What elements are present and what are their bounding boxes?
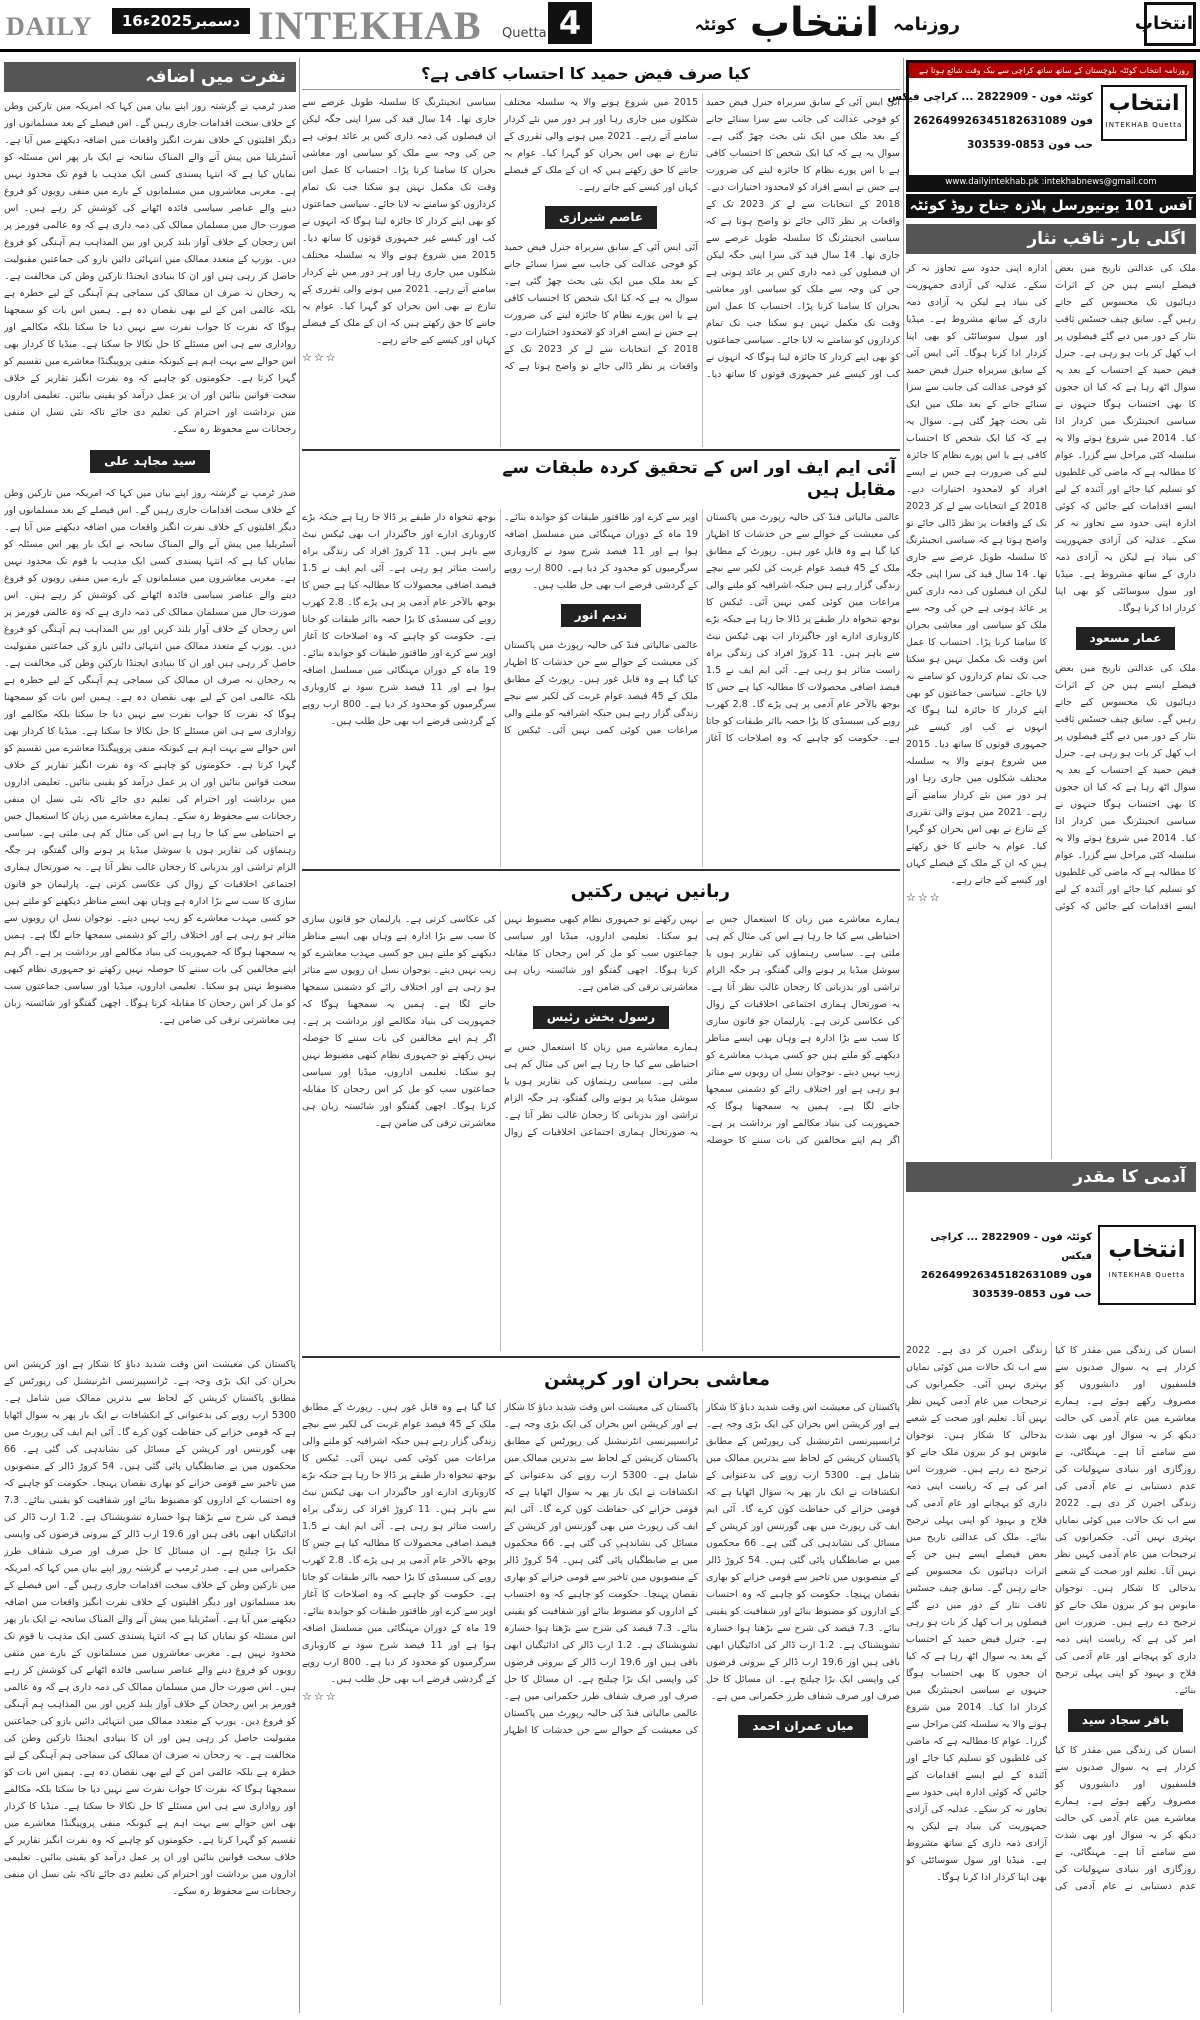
secondary-contact-info bbox=[906, 1228, 1092, 1304]
article-text-continued-2: آئی ایس آئی کے سابق سربراہ جنرل فیض حمید کو فوجی عدالت کی جانب سے سزا سنائے جانے کے بعد ملک میں ایک نئی بحث چھڑ گئی ہے۔ سوال یہ ہے کہ کیا ایک شخص کا احتساب کافی ہے یا اس پورے نظام کا جائزہ لینے کی ضرورت ہے جس نے ایسے افراد کو لامحدود اختیارات دیے۔ 2018 کے انتخابات سے لے کر 2023 تک کے واقعات پر نظر ڈالی جائے تو واضح ہوتا ہے کہ سیاسی انجینئرنگ کا سلسلہ طویل عرصے سے جاری تھا۔ 14 سال قید کی سزا اپنی جگہ لیکن ان فیصلوں کی ذمہ داری کس پر عائد ہوتی ہے جن کی وجہ سے ملک کو سیاسی اور معاشی بحران کا سامنا کرنا پڑا۔ احتساب کا عمل اس وقت تک مکمل نہیں ہو سکتا جب تک تمام کرداروں کو سامنے نہ لایا جائے۔ سیاسی جماعتوں کو بھی اپنے کردار کا جائزہ لینا ہوگا کہ انہوں نے کب اور کیسے غیر جمہوری قوتوں کا ساتھ دیا۔ 2015 میں شروع ہونے والا یہ سلسلہ مختلف شکلوں میں جاری رہا اور ہر دور میں نئے کردار سامنے آتے رہے۔ 2021 میں ہونے والی تقرری کے تنازع نے بھی اس بحران کو گہرا کیا۔ عوام یہ جاننے کا حق رکھتے ہیں کہ ان کے ملک کے فیصلے کہاں اور کیسے کیے جاتے رہے۔ bbox=[906, 348, 1047, 887]
article-body bbox=[4, 98, 296, 1029]
hub-phone-line: حب فون 0853-303539 bbox=[967, 139, 1093, 151]
article-text-continued: پاکستان کی معیشت اس وقت شدید دباؤ کا شکار ہے اور کرپشن اس بحران کی ایک بڑی وجہ ہے۔ ٹرانسپیرنسی انٹرنیشنل کی رپورٹس کے مطابق پاکستان کرپشن کے لحاظ سے بدترین ممالک میں شامل ہے۔ 5300 ارب روپے کی بدعنوانی کے انکشافات نے ایک بار پھر یہ سوال اٹھایا ہے کہ قومی خزانے کی حفاظت کون کرے گا۔ آئی ایم ایف کی رپورٹ میں بھی گورننس اور کرپشن کے مسائل کی نشاندہی کی گئی ہے۔ 66 محکموں میں بے ضابطگیاں پائی گئی ہیں۔ 54 کروڑ ڈالر کے منصوبوں میں تاخیر سے قومی خزانے کو بھاری نقصان پہنچا۔ حکومت کو چاہیے کہ وہ احتساب کے اداروں کو مضبوط بنائے اور شفافیت کو یقینی بنائے۔ 7.3 فیصد کی شرح سے بڑھتا ہوا خسارہ تشویشناک ہے۔ 1.2 ارب ڈالر کی ادائیگیاں ابھی باقی ہیں اور 19.6 ارب ڈالر کے بیرونی قرضوں کی واپسی ایک بڑا چیلنج ہے۔ ان مسائل کا حل صرف اور صرف شفاف طرز حکمرانی میں ہے۔ bbox=[504, 1402, 698, 1703]
article-byline: باقر سجاد سید bbox=[1068, 1709, 1183, 1732]
article-text-continued: صدر ٹرمپ نے گزشتہ روز اپنے بیان میں کہا کہ امریکہ میں تارکین وطن کے خلاف سخت اقدامات جاری رہیں گے۔ اس فیصلے کے بعد مسلمانوں اور دیگر اقلیتوں کے خلاف نفرت انگیز واقعات میں اضافہ دیکھنے میں آیا ہے۔ آسٹریلیا میں پیش آنے والے المناک سانحہ نے ایک بار پھر اس مسئلہ کو نمایاں کیا ہے کہ انتہا پسندی کسی ایک مذہب یا قوم تک محدود نہیں ہے۔ مغربی معاشروں میں مسلمانوں کے بارے میں منفی رویوں کو فروغ دینے والے عناصر سیاسی فائدہ اٹھانے کی کوشش کر رہے ہیں۔ اس صورت حال میں مسلمان ممالک کی ذمہ داری ہے کہ وہ عالمی فورمز پر اس رجحان کے خلاف آواز بلند کریں اور بین المذاہب ہم آہنگی کو فروغ دیں۔ یورپ کے متعدد ممالک میں انتہائی دائیں بازو کی جماعتیں مقبولیت حاصل کر رہی ہیں اور ان کا بنیادی ایجنڈا تارکین وطن کی مخالفت ہے۔ یہ رجحان نہ صرف ان ممالک کی سماجی ہم آہنگی کے لیے خطرہ ہے بلکہ عالمی امن کے لیے بھی نقصان دہ ہے۔ ہمیں اس بات کو سمجھنا ہوگا کہ نفرت کا جواب نفرت سے نہیں دیا جا سکتا بلکہ مکالمے اور رواداری سے ہی اس مسئلے کا حل نکالا جا سکتا ہے۔ میڈیا کا کردار بھی اس حوالے سے بہت اہم ہے کیونکہ منفی پروپیگنڈا معاشرے میں تقسیم کو گہرا کرتا ہے۔ حکومتوں کو چاہیے کہ وہ نفرت انگیز تقاریر کے خلاف سخت قوانین بنائیں اور ان پر عمل درآمد کو یقینی بنائیں۔ تعلیمی اداروں میں برداشت اور احترام کی تعلیم دی جائے تاکہ نئی نسل ان منفی رجحانات سے محفوظ رہ سکے۔ bbox=[4, 488, 296, 823]
article-byline: عمار مسعود bbox=[1076, 627, 1176, 650]
masthead-daily-label: DAILY bbox=[6, 12, 93, 41]
article-text: پاکستان کی معیشت اس وقت شدید دباؤ کا شکار ہے اور کرپشن اس بحران کی ایک بڑی وجہ ہے۔ ٹرانسپیرنسی انٹرنیشنل کی رپورٹس کے مطابق پاکستان کرپشن کے لحاظ سے بدترین ممالک میں شامل ہے۔ 5300 ارب روپے کی بدعنوانی کے انکشافات نے ایک بار پھر یہ سوال اٹھایا ہے کہ قومی خزانے کی حفاظت کون کرے گا۔ آئی ایم ایف کی رپورٹ میں بھی گورننس اور کرپشن کے مسائل کی نشاندہی کی گئی ہے۔ 66 محکموں میں بے ضابطگیاں پائی گئی ہیں۔ 54 کروڑ ڈالر کے منصوبوں میں تاخیر سے قومی خزانے کو بھاری نقصان پہنچا۔ حکومت کو چاہیے کہ وہ احتساب کے اداروں کو مضبوط بنائے اور شفافیت کو یقینی بنائے۔ 7.3 فیصد کی شرح سے بڑھتا ہوا خسارہ تشویشناک ہے۔ 1.2 ارب ڈالر کی ادائیگیاں ابھی باقی ہیں اور 19.6 ارب ڈالر کے بیرونی قرضوں کی واپسی ایک بڑا چیلنج ہے۔ ان مسائل کا حل صرف اور صرف شفاف طرز حکمرانی میں ہے۔ bbox=[4, 1359, 296, 1574]
article-title: آئی ایم ایف اور اس کے تحقیق کردہ طبقات سے مقابل ہیں bbox=[502, 458, 896, 501]
article-body bbox=[302, 911, 900, 1351]
article-text: آئی ایس آئی کے سابق سربراہ جنرل فیض حمید کو فوجی عدالت کی جانب سے سزا سنائے جانے کے بعد ملک میں ایک نئی بحث چھڑ گئی ہے۔ سوال یہ ہے کہ کیا ایک شخص کا احتساب کافی ہے یا اس پورے نظام کا جائزہ لینے کی ضرورت ہے جس نے ایسے افراد کو لامحدود اختیارات دیے۔ 2018 کے انتخابات سے لے کر 2023 تک کے واقعات پر نظر ڈالی جائے تو واضح ہوتا ہے کہ سیاسی انجینئرنگ کا سلسلہ طویل عرصے سے جاری تھا۔ 14 سال قید کی سزا اپنی جگہ لیکن ان فیصلوں کی ذمہ داری کس پر عائد ہوتی ہے جن کی وجہ سے ملک کو سیاسی اور معاشی بحران کا سامنا کرنا پڑا۔ احتساب کا عمل اس وقت تک مکمل نہیں ہو سکتا جب تک تمام کرداروں کو سامنے نہ لایا جائے۔ سیاسی جماعتوں کو بھی اپنے کردار کا جائزہ لینا ہوگا کہ انہوں نے کب اور کیسے غیر جمہوری قوتوں کا ساتھ دیا۔ 2015 میں شروع ہونے والا یہ سلسلہ مختلف شکلوں میں جاری رہا اور ہر دور میں نئے کردار سامنے آتے رہے۔ 2021 میں ہونے والی تقرری کے تنازع نے بھی اس بحران کو گہرا کیا۔ عوام یہ جاننے کا حق رکھتے ہیں کہ ان کے ملک کے فیصلے کہاں اور کیسے کیے جاتے رہے۔ bbox=[504, 96, 900, 380]
article-text: صدر ٹرمپ نے گزشتہ روز اپنے بیان میں کہا کہ امریکہ میں تارکین وطن کے خلاف سخت اقدامات جاری رہیں گے۔ اس فیصلے کے بعد مسلمانوں اور دیگر اقلیتوں کے خلاف نفرت انگیز واقعات میں اضافہ دیکھنے میں آیا ہے۔ آسٹریلیا میں پیش آنے والے المناک سانحہ نے ایک بار پھر اس مسئلہ کو نمایاں کیا ہے کہ انتہا پسندی کسی ایک مذہب یا قوم تک محدود نہیں ہے۔ مغربی معاشروں میں مسلمانوں کے بارے میں منفی رویوں کو فروغ دینے والے عناصر سیاسی فائدہ اٹھانے کی کوشش کر رہے ہیں۔ اس صورت حال میں مسلمان ممالک کی ذمہ داری ہے کہ وہ عالمی فورمز پر اس رجحان کے خلاف آواز بلند کریں اور بین المذاہب ہم آہنگی کو فروغ دیں۔ یورپ کے متعدد ممالک میں انتہائی دائیں بازو کی جماعتیں مقبولیت حاصل کر رہی ہیں اور ان کا بنیادی ایجنڈا تارکین وطن کی مخالفت ہے۔ یہ رجحان نہ صرف ان ممالک کی سماجی ہم آہنگی کے لیے خطرہ ہے بلکہ عالمی امن کے لیے بھی نقصان دہ ہے۔ ہمیں اس بات کو سمجھنا ہوگا کہ نفرت کا جواب نفرت سے نہیں دیا جا سکتا بلکہ مکالمے اور رواداری سے ہی اس مسئلے کا حل نکالا جا سکتا ہے۔ میڈیا کا کردار بھی اس حوالے سے بہت اہم ہے کیونکہ منفی پروپیگنڈا معاشرے میں تقسیم کو گہرا کرتا ہے۔ حکومتوں کو چاہیے کہ وہ نفرت انگیز تقاریر کے خلاف سخت قوانین بنائیں اور ان پر عمل درآمد کو یقینی بنائیں۔ تعلیمی اداروں میں برداشت اور احترام کی تعلیم دی جائے تاکہ نئی نسل ان منفی رجحانات سے محفوظ رہ سکے۔ bbox=[4, 101, 296, 436]
roznama-label: روزنامہ bbox=[892, 14, 960, 35]
article-rabbaniyan bbox=[302, 874, 900, 1354]
column-rule bbox=[903, 58, 904, 2013]
article-text: پاکستان کی معیشت اس وقت شدید دباؤ کا شکار ہے اور کرپشن اس بحران کی ایک بڑی وجہ ہے۔ ٹرانسپیرنسی انٹرنیشنل کی رپورٹس کے مطابق پاکستان کرپشن کے لحاظ سے بدترین ممالک میں شامل ہے۔ 5300 ارب روپے کی بدعنوانی کے انکشافات نے ایک بار پھر یہ سوال اٹھایا ہے کہ قومی خزانے کی حفاظت کون کرے گا۔ آئی ایم ایف کی رپورٹ میں بھی گورننس اور کرپشن کے مسائل کی نشاندہی کی گئی ہے۔ 66 محکموں میں بے ضابطگیاں پائی گئی ہیں۔ 54 کروڑ ڈالر کے منصوبوں میں تاخیر سے قومی خزانے کو بھاری نقصان پہنچا۔ حکومت کو چاہیے کہ وہ احتساب کے اداروں کو مضبوط بنائے اور شفافیت کو یقینی بنائے۔ 7.3 فیصد کی شرح سے بڑھتا ہوا خسارہ تشویشناک ہے۔ 1.2 ارب ڈالر کی ادائیگیاں ابھی باقی ہیں اور 19.6 ارب ڈالر کے بیرونی قرضوں کی واپسی ایک بڑا چیلنج ہے۔ ان مسائل کا حل صرف اور صرف شفاف طرز حکمرانی میں ہے۔ bbox=[706, 1402, 900, 1703]
article-title: آدمی کا مقدر bbox=[906, 1162, 1196, 1192]
secondary-hub-line: حب فون 0853-303539 bbox=[972, 1289, 1092, 1300]
article-title: نفرت میں اضافہ bbox=[4, 62, 296, 92]
article-text-continued: ہمارے معاشرے میں زبان کا استعمال جس بے احتیاطی سے کیا جا رہا ہے اس کی مثال کم ہی ملتی ہے۔ سیاسی رہنماؤں کی تقاریر ہوں یا سوشل میڈیا پر ہونے والی گفتگو، ہر جگہ الزام تراشی اور بدزبانی کا رجحان غالب نظر آتا ہے۔ یہ صورتحال ہماری اجتماعی اخلاقیات کے زوال کی عکاسی کرتی ہے۔ پارلیمان جو قانون سازی کا سب سے بڑا ادارہ ہے وہاں بھی ایسے مناظر دیکھنے کو ملتے ہیں جو کسی مہذب معاشرے کو زیب نہیں دیتے۔ نوجوان نسل ان رویوں سے متاثر ہو رہی ہے اور اختلاف رائے کو دشمنی سمجھا جانے لگا ہے۔ ہمیں یہ سمجھنا ہوگا کہ جمہوریت کی بنیاد مکالمے اور برداشت پر ہے۔ اگر ہم اپنے مخالفین کی بات سننے کا حوصلہ نہیں رکھتے تو جمہوری نظام کبھی مضبوط نہیں ہو سکتا۔ تعلیمی اداروں، میڈیا اور سیاسی جماعتوں سب کو مل کر اس رجحان کا مقابلہ کرنا ہوگا۔ اچھی گفتگو اور شائستہ زبان ہی معاشرتی ترقی کی ضامن ہے۔ bbox=[302, 914, 698, 1139]
newspaper-logo: انتخاب bbox=[1144, 2, 1196, 46]
masthead bbox=[0, 0, 1200, 52]
section-rule bbox=[302, 1356, 900, 1358]
article-nafrat bbox=[4, 62, 296, 1350]
end-mark: ☆☆☆ bbox=[302, 350, 338, 364]
secondary-fax-line: فون 2626499263451826310​89 bbox=[921, 1270, 1092, 1281]
article-text-continued: ملک کی عدالتی تاریخ میں بعض فیصلے ایسے ہیں جن کے اثرات دہائیوں تک محسوس کیے جاتے رہیں گے۔ سابق چیف جسٹس ثاقب نثار کے دور میں دیے گئے فیصلوں پر اب کھل کر بات ہو رہی ہے۔ جنرل فیض حمید کے احتساب کے بعد یہ سوال اٹھ رہا ہے کہ کیا ان ججوں کا بھی احتساب ہوگا جنہوں نے سیاسی انجینئرنگ میں کردار ادا کیا۔ 2014 میں شروع ہونے والا یہ سلسلہ کئی مراحل سے گزرا۔ عوام کا مطالبہ ہے کہ ماضی کی غلطیوں کو تسلیم کیا جائے اور آئندہ کے لیے ایسے اقدامات کیے جائیں کہ کوئی ادارہ اپنی حدود سے تجاوز نہ کر سکے۔ عدلیہ کی آزادی جمہوریت کی بنیاد ہے لیکن یہ آزادی ذمہ داری کے ساتھ مشروط ہے۔ میڈیا اور سول سوسائٹی کو بھی اپنا کردار ادا کرنا ہوگا۔ bbox=[906, 263, 1196, 913]
article-faiz-hameed bbox=[302, 62, 900, 447]
secondary-phone-line: کوئٹہ فون - 2822909 ... کراچی فیکس bbox=[930, 1232, 1092, 1262]
article-title: کیا صرف فیض حمید کا احتساب کافی ہے؟ bbox=[302, 62, 900, 90]
section-rule bbox=[302, 449, 900, 451]
article-body bbox=[4, 1356, 296, 1900]
article-economic-crisis bbox=[302, 1362, 900, 2012]
newspaper-name-urdu bbox=[610, 0, 960, 46]
ticker: روزنامہ انتخاب کوئٹہ بلوچستان کے ساتھ ساتھ کراچی سے بیک وقت شائع ہوتا ہے bbox=[909, 63, 1193, 78]
article-byline: سید مجاہد علی bbox=[90, 450, 210, 473]
office-address: آفس 101 یونیورسل پلازہ جناح روڈ کوئٹہ bbox=[906, 194, 1196, 218]
secondary-logo-english: INTEKHAB Quetta bbox=[1108, 1271, 1186, 1279]
article-text: انسان کی زندگی میں مقدر کا کیا کردار ہے یہ سوال صدیوں سے فلسفیوں اور دانشوروں کو مصروف رکھے ہوئے ہے۔ ہمارے معاشرے میں عام آدمی کی حالت دیکھ کر یہ سوال اور بھی شدت سے سامنے آتا ہے۔ مہنگائی، بے روزگاری اور بنیادی سہولیات کی عدم دستیابی نے عام آدمی کی زندگی اجیرن کر دی ہے۔ 2022 سے اب تک حالات میں کوئی نمایاں بہتری نہیں آئی۔ حکمرانوں کی ترجیحات میں عام آدمی کہیں نظر نہیں آتا۔ تعلیم اور صحت کے شعبے بدحالی کا شکار ہیں۔ نوجوان مایوس ہو کر بیرون ملک جانے کو ترجیح دے رہے ہیں۔ ضرورت اس امر کی ہے کہ ریاست اپنی ذمہ داری کو پہچانے اور عام آدمی کی فلاح و بہبود کو اپنی پہلی ترجیح بنائے۔ bbox=[1055, 1345, 1196, 1697]
article-text-continued-2: ملک کی عدالتی تاریخ میں بعض فیصلے ایسے ہیں جن کے اثرات دہائیوں تک محسوس کیے جاتے رہیں گے۔ سابق چیف جسٹس ثاقب نثار کے دور میں دیے گئے فیصلوں پر اب کھل کر بات ہو رہی ہے۔ جنرل فیض حمید کے احتساب کے بعد یہ سوال اٹھ رہا ہے کہ کیا ان ججوں کا بھی احتساب ہوگا جنہوں نے سیاسی انجینئرنگ میں کردار ادا کیا۔ 2014 میں شروع ہونے والا یہ سلسلہ کئی مراحل سے گزرا۔ عوام کا مطالبہ ہے کہ ماضی کی غلطیوں کو تسلیم کیا جائے اور آئندہ کے لیے ایسے اقدامات کیے جائیں کہ کوئی ادارہ اپنی حدود سے تجاوز نہ کر سکے۔ عدلیہ کی آزادی جمہوریت کی بنیاد ہے لیکن یہ آزادی ذمہ داری کے ساتھ مشروط ہے۔ میڈیا اور سول سوسائٹی کو بھی اپنا کردار ادا کرنا ہوگا۔ bbox=[906, 1532, 1047, 1884]
end-mark: ☆☆☆ bbox=[302, 1690, 338, 1704]
phone-line: کوئٹہ فون - 2822909 ... کراچی فیکس bbox=[887, 91, 1093, 103]
article-byline: عاصم شیرازی bbox=[545, 206, 657, 229]
end-mark: ☆☆☆ bbox=[906, 891, 942, 905]
sidebar-logo bbox=[1101, 85, 1187, 141]
column-rule bbox=[299, 58, 300, 2013]
article-body bbox=[302, 1399, 900, 2005]
city-english: Quetta bbox=[502, 26, 547, 41]
article-text-continued-2: عالمی مالیاتی فنڈ کی حالیہ رپورٹ میں پاکستان کی معیشت کے حوالے سے جن خدشات کا اظہار کیا گیا ہے وہ قابل غور ہیں۔ رپورٹ کے مطابق ملک کے 45 فیصد عوام غربت کی لکیر سے نیچے زندگی گزار رہے ہیں جبکہ اشرافیہ کو ملنے والی مراعات میں کوئی کمی نہیں آئی۔ ٹیکس کا بوجھ تنخواہ دار طبقے پر ڈالا جا رہا ہے جبکہ بڑے کاروباری ادارے اور جاگیردار اب بھی ٹیکس نیٹ سے باہر ہیں۔ 11 کروڑ افراد کی زندگی براہ راست متاثر ہو رہی ہے۔ آئی ایم ایف نے 1.5 فیصد اضافی محصولات کا مطالبہ کیا ہے جس کا بوجھ بالآخر عام آدمی پر ہی پڑے گا۔ 2.8 کھرب روپے کی سبسڈی کا بڑا حصہ بااثر طبقات کو جاتا ہے۔ حکومت کو چاہیے کہ وہ اصلاحات کا آغاز اوپر سے کرے اور طاقتور طبقات کو جوابدہ بنائے۔ 19 ماہ کے دوران مہنگائی میں مسلسل اضافہ ہوا ہے اور 11 فیصد شرح سود نے کاروباری سرگرمیوں کو محدود کر دیا ہے۔ 800 ارب روپے کے گردشی قرضے اب بھی حل طلب ہیں۔ bbox=[302, 1402, 698, 1737]
article-agli-baar bbox=[906, 224, 1196, 1159]
article-body bbox=[906, 260, 1196, 1159]
article-text-continued: عالمی مالیاتی فنڈ کی حالیہ رپورٹ میں پاکستان کی معیشت کے حوالے سے جن خدشات کا اظہار کیا گیا ہے وہ قابل غور ہیں۔ رپورٹ کے مطابق ملک کے 45 فیصد عوام غربت کی لکیر سے نیچے زندگی گزار رہے ہیں جبکہ اشرافیہ کو ملنے والی مراعات میں کوئی کمی نہیں آئی۔ ٹیکس کا بوجھ تنخواہ دار طبقے پر ڈالا جا رہا ہے جبکہ بڑے کاروباری ادارے اور جاگیردار اب بھی ٹیکس نیٹ سے باہر ہیں۔ 11 کروڑ افراد کی زندگی براہ راست متاثر ہو رہی ہے۔ آئی ایم ایف نے 1.5 فیصد اضافی محصولات کا مطالبہ کیا ہے جس کا بوجھ بالآخر عام آدمی پر ہی پڑے گا۔ 2.8 کھرب روپے کی سبسڈی کا بڑا حصہ بااثر طبقات کو جاتا ہے۔ حکومت کو چاہیے کہ وہ اصلاحات کا آغاز اوپر سے کرے اور طاقتور طبقات کو جوابدہ بنائے۔ 19 ماہ کے دوران مہنگائی میں مسلسل اضافہ ہوا ہے اور 11 فیصد شرح سود نے کاروباری سرگرمیوں کو محدود کر دیا ہے۔ 800 ارب روپے کے گردشی قرضے اب بھی حل طلب ہیں۔ bbox=[302, 512, 698, 737]
article-byline: میاں عمران احمد bbox=[738, 1715, 867, 1738]
secondary-logo bbox=[1098, 1225, 1196, 1305]
article-text: ہمارے معاشرے میں زبان کا استعمال جس بے احتیاطی سے کیا جا رہا ہے اس کی مثال کم ہی ملتی ہے۔ سیاسی رہنماؤں کی تقاریر ہوں یا سوشل میڈیا پر ہونے والی گفتگو، ہر جگہ الزام تراشی اور بدزبانی کا رجحان غالب نظر آتا ہے۔ یہ صورتحال ہماری اجتماعی اخلاقیات کے زوال کی عکاسی کرتی ہے۔ پارلیمان جو قانون سازی کا سب سے بڑا ادارہ ہے وہاں بھی ایسے مناظر دیکھنے کو ملتے ہیں جو کسی مہذب معاشرے کو زیب نہیں دیتے۔ نوجوان نسل ان رویوں سے متاثر ہو رہی ہے اور اختلاف رائے کو دشمنی سمجھا جانے لگا ہے۔ ہمیں یہ سمجھنا ہوگا کہ جمہوریت کی بنیاد مکالمے اور برداشت پر ہے۔ اگر ہم اپنے مخالفین کی بات سننے کا حوصلہ نہیں رکھتے تو جمہوری نظام کبھی مضبوط نہیں ہو سکتا۔ تعلیمی اداروں، میڈیا اور سیاسی جماعتوں سب کو مل کر اس رجحان کا مقابلہ کرنا ہوگا۔ اچھی گفتگو اور شائستہ زبان ہی معاشرتی ترقی کی ضامن ہے۔ bbox=[504, 914, 900, 1147]
article-title: ربانیں نہیں رکتیں bbox=[570, 881, 730, 902]
publisher-info-box bbox=[887, 60, 1196, 192]
city-urdu: کوئٹہ bbox=[694, 15, 736, 34]
article-text: عالمی مالیاتی فنڈ کی حالیہ رپورٹ میں پاکستان کی معیشت کے حوالے سے جن خدشات کا اظہار کیا گیا ہے وہ قابل غور ہیں۔ رپورٹ کے مطابق ملک کے 45 فیصد عوام غربت کی لکیر سے نیچے زندگی گزار رہے ہیں جبکہ اشرافیہ کو ملنے والی مراعات میں کوئی کمی نہیں آئی۔ ٹیکس کا بوجھ تنخواہ دار طبقے پر ڈالا جا رہا ہے جبکہ بڑے کاروباری ادارے اور جاگیردار اب بھی ٹیکس نیٹ سے باہر ہیں۔ 11 کروڑ افراد کی زندگی براہ راست متاثر ہو رہی ہے۔ آئی ایم ایف نے 1.5 فیصد اضافی محصولات کا مطالبہ کیا ہے جس کا بوجھ بالآخر عام آدمی پر ہی پڑے گا۔ 2.8 کھرب روپے کی سبسڈی کا بڑا حصہ بااثر طبقات کو جاتا ہے۔ حکومت کو چاہیے کہ وہ اصلاحات کا آغاز اوپر سے کرے اور طاقتور طبقات کو جوابدہ بنائے۔ 19 ماہ کے دوران مہنگائی میں مسلسل اضافہ ہوا ہے اور 11 فیصد شرح سود نے کاروباری سرگرمیوں کو محدود کر دیا ہے۔ 800 ارب روپے کے گردشی قرضے اب بھی حل طلب ہیں۔ bbox=[504, 512, 900, 745]
article-text: ملک کی عدالتی تاریخ میں بعض فیصلے ایسے ہیں جن کے اثرات دہائیوں تک محسوس کیے جاتے رہیں گے۔ سابق چیف جسٹس ثاقب نثار کے دور میں دیے گئے فیصلوں پر اب کھل کر بات ہو رہی ہے۔ جنرل فیض حمید کے احتساب کے بعد یہ سوال اٹھ رہا ہے کہ کیا ان ججوں کا بھی احتساب ہوگا جنہوں نے سیاسی انجینئرنگ میں کردار ادا کیا۔ 2014 میں شروع ہونے والا یہ سلسلہ کئی مراحل سے گزرا۔ عوام کا مطالبہ ہے کہ ماضی کی غلطیوں کو تسلیم کیا جائے اور آئندہ کے لیے ایسے اقدامات کیے جائیں کہ کوئی ادارہ اپنی حدود سے تجاوز نہ کر سکے۔ عدلیہ کی آزادی جمہوریت کی بنیاد ہے لیکن یہ آزادی ذمہ داری کے ساتھ مشروط ہے۔ میڈیا اور سول سوسائٹی کو بھی اپنا کردار ادا کرنا ہوگا۔ bbox=[1055, 263, 1196, 615]
article-byline: ندیم انور bbox=[561, 604, 642, 627]
article-body bbox=[302, 94, 900, 447]
issue-date: 16دسمبر2025ء bbox=[112, 8, 250, 34]
page-number: 4 bbox=[548, 2, 592, 44]
sidebar-logo-english: INTEKHAB Quetta bbox=[1105, 121, 1183, 129]
email-website-bar: www.dailyintekhab.pk :intekhabnews@gmail.com bbox=[909, 175, 1193, 189]
newspaper-name-english: INTEKHAB bbox=[258, 3, 482, 48]
article-imf bbox=[302, 455, 900, 867]
section-rule bbox=[302, 869, 900, 871]
article-text-continued: آئی ایس آئی کے سابق سربراہ جنرل فیض حمید کو فوجی عدالت کی جانب سے سزا سنائے جانے کے بعد ملک میں ایک نئی بحث چھڑ گئی ہے۔ سوال یہ ہے کہ کیا ایک شخص کا احتساب کافی ہے یا اس پورے نظام کا جائزہ لینے کی ضرورت ہے جس نے ایسے افراد کو لامحدود اختیارات دیے۔ 2018 کے انتخابات سے لے کر 2023 تک کے واقعات پر نظر ڈالی جائے تو واضح ہوتا ہے کہ سیاسی انجینئرنگ کا سلسلہ طویل عرصے سے جاری تھا۔ 14 سال قید کی سزا اپنی جگہ لیکن ان فیصلوں کی ذمہ داری کس پر عائد ہوتی ہے جن کی وجہ سے ملک کو سیاسی اور معاشی بحران کا سامنا کرنا پڑا۔ احتساب کا عمل اس وقت تک مکمل نہیں ہو سکتا جب تک تمام کرداروں کو سامنے نہ لایا جائے۔ سیاسی جماعتوں کو بھی اپنے کردار کا جائزہ لینا ہوگا کہ انہوں نے کب اور کیسے غیر جمہوری قوتوں کا ساتھ دیا۔ 2015 میں شروع ہونے والا یہ سلسلہ مختلف شکلوں میں جاری رہا اور ہر دور میں نئے کردار سامنے آتے رہے۔ 2021 میں ہونے والی تقرری کے تنازع نے بھی اس بحران کو گہرا کیا۔ عوام یہ جاننے کا حق رکھتے ہیں کہ ان کے ملک کے فیصلے کہاں اور کیسے کیے جاتے رہے۔ bbox=[302, 96, 699, 372]
article-byline: رسول بخش رئیس bbox=[533, 1006, 669, 1029]
article-title: معاشی بحران اور کرپشن bbox=[544, 1369, 770, 1390]
name-urdu: انتخاب bbox=[749, 0, 879, 46]
sidebar-logo-urdu: انتخاب bbox=[1108, 91, 1180, 116]
article-text-continued-3: ہمارے معاشرے میں زبان کا استعمال جس بے احتیاطی سے کیا جا رہا ہے اس کی مثال کم ہی ملتی ہے۔ سیاسی رہنماؤں کی تقاریر ہوں یا سوشل میڈیا پر ہونے والی گفتگو، ہر جگہ الزام تراشی اور بدزبانی کا رجحان غالب نظر آتا ہے۔ یہ صورتحال ہماری اجتماعی اخلاقیات کے زوال کی عکاسی کرتی ہے۔ پارلیمان جو قانون سازی کا سب سے بڑا ادارہ ہے وہاں بھی ایسے مناظر دیکھنے کو ملتے ہیں جو کسی مہذب معاشرے کو زیب نہیں دیتے۔ نوجوان نسل ان رویوں سے متاثر ہو رہی ہے اور اختلاف رائے کو دشمنی سمجھا جانے لگا ہے۔ ہمیں یہ سمجھنا ہوگا کہ جمہوریت کی بنیاد مکالمے اور برداشت پر ہے۔ اگر ہم اپنے مخالفین کی بات سننے کا حوصلہ نہیں رکھتے تو جمہوری نظام کبھی مضبوط نہیں ہو سکتا۔ تعلیمی اداروں، میڈیا اور سیاسی جماعتوں سب کو مل کر اس رجحان کا مقابلہ کرنا ہوگا۔ اچھی گفتگو اور شائستہ زبان ہی معاشرتی ترقی کی ضامن ہے۔ bbox=[4, 811, 296, 1027]
secondary-logo-urdu: انتخاب bbox=[1108, 1235, 1186, 1263]
fax-line: فون 2626499263451826310​89 bbox=[913, 115, 1093, 127]
article-body bbox=[906, 1342, 1196, 2012]
article-text-2: صدر ٹرمپ نے گزشتہ روز اپنے بیان میں کہا کہ امریکہ میں تارکین وطن کے خلاف سخت اقدامات جاری رہیں گے۔ اس فیصلے کے بعد مسلمانوں اور دیگر اقلیتوں کے خلاف نفرت انگیز واقعات میں اضافہ دیکھنے میں آیا ہے۔ آسٹریلیا میں پیش آنے والے المناک سانحہ نے ایک بار پھر اس مسئلہ کو نمایاں کیا ہے کہ انتہا پسندی کسی ایک مذہب یا قوم تک محدود نہیں ہے۔ مغربی معاشروں میں مسلمانوں کے بارے میں منفی رویوں کو فروغ دینے والے عناصر سیاسی فائدہ اٹھانے کی کوشش کر رہے ہیں۔ اس صورت حال میں مسلمان ممالک کی ذمہ داری ہے کہ وہ عالمی فورمز پر اس رجحان کے خلاف آواز بلند کریں اور بین المذاہب ہم آہنگی کو فروغ دیں۔ یورپ کے متعدد ممالک میں انتہائی دائیں بازو کی جماعتیں مقبولیت حاصل کر رہی ہیں اور ان کا بنیادی ایجنڈا تارکین وطن کی مخالفت ہے۔ یہ رجحان نہ صرف ان ممالک کی سماجی ہم آہنگی کے لیے خطرہ ہے بلکہ عالمی امن کے لیے بھی نقصان دہ ہے۔ ہمیں اس بات کو سمجھنا ہوگا کہ نفرت کا جواب نفرت سے نہیں دیا جا سکتا بلکہ مکالمے اور رواداری سے ہی اس مسئلے کا حل نکالا جا سکتا ہے۔ میڈیا کا کردار بھی اس حوالے سے بہت اہم ہے کیونکہ منفی پروپیگنڈا معاشرے میں تقسیم کو گہرا کرتا ہے۔ حکومتوں کو چاہیے کہ وہ نفرت انگیز تقاریر کے خلاف سخت قوانین بنائیں اور ان پر عمل درآمد کو یقینی بنائیں۔ تعلیمی اداروں میں برداشت اور احترام کی تعلیم دی جائے تاکہ نئی نسل ان منفی رجحانات سے محفوظ رہ سکے۔ bbox=[4, 1563, 296, 1897]
article-nafrat-continued bbox=[4, 1356, 296, 2010]
article-title: اگلی بار- ثاقب نثار bbox=[906, 224, 1196, 254]
article-body bbox=[302, 509, 900, 867]
article-text-continued: انسان کی زندگی میں مقدر کا کیا کردار ہے یہ سوال صدیوں سے فلسفیوں اور دانشوروں کو مصروف رکھے ہوئے ہے۔ ہمارے معاشرے میں عام آدمی کی حالت دیکھ کر یہ سوال اور بھی شدت سے سامنے آتا ہے۔ مہنگائی، بے روزگاری اور بنیادی سہولیات کی عدم دستیابی نے عام آدمی کی زندگی اجیرن کر دی ہے۔ 2022 سے اب تک حالات میں کوئی نمایاں بہتری نہیں آئی۔ حکمرانوں کی ترجیحات میں عام آدمی کہیں نظر نہیں آتا۔ تعلیم اور صحت کے شعبے بدحالی کا شکار ہیں۔ نوجوان مایوس ہو کر بیرون ملک جانے کو ترجیح دے رہے ہیں۔ ضرورت اس امر کی ہے کہ ریاست اپنی ذمہ داری کو پہچانے اور عام آدمی کی فلاح و بہبود کو اپنی پہلی ترجیح بنائے۔ bbox=[906, 1345, 1196, 1893]
